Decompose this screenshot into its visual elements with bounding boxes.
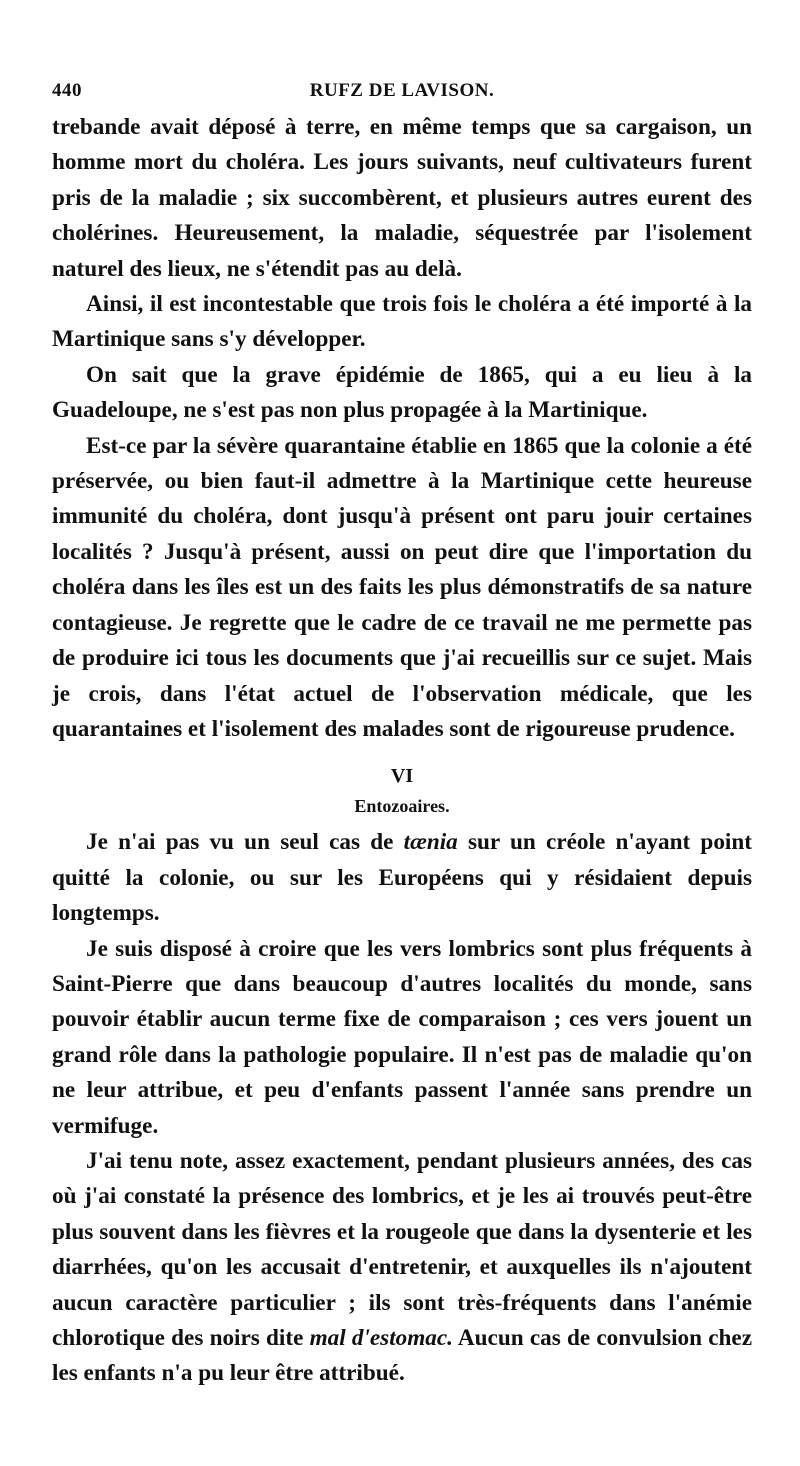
- running-header: [52, 76, 752, 110]
- paragraph-3: On sait que la grave épidémie de 1865, qui a eu lieu à la Guadeloupe, ne s'est pas non plus propagée à la Martinique.: [52, 361, 752, 424]
- paragraph-4: Est-ce par la sévère quarantaine établie en 1865 que la colonie a été préservée, ou bien faut-il admettre à la Martinique cette heureuse immunité du choléra, dont jusqu'à présent ont paru jouir certaines localités ? Jusqu'à présent, aussi on peut dire que l'importation du choléra dans les îles est un des faits les plus démonstratifs de sa nature contagieuse. Je regrette que le cadre de ce travail ne me permette pas de produire ici tous les documents que j'ai recueillis sur ce sujet. Mais je crois, dans l'état actuel de l'observation médicale, que les quarantaines et l'isolement des malades sont de rigoureuse prudence.: [52, 432, 752, 742]
- paragraph-5-text-b: sur un créole n'ayant point quitté la colonie, ou sur les Européens qui y résidaient depuis longtemps.: [52, 829, 752, 927]
- paragraph-7: [52, 1144, 752, 1392]
- paragraph-7-text-a: J'ai tenu note, assez exactement, pendant plusieurs années, des cas où j'ai constaté la présence des lombrics, et je les ai trouvés peut-être plus souvent dans les fièvres et la rougeole que dans la dysenterie et les diarrhées, qu'on les accusait d'entretenir, et auxquelles ils n'ajoutent aucun caractère particulier ; ils sont très-fréquents dans l'anémie chlorotique des noirs dite: [52, 1147, 752, 1351]
- paragraph-5-text-a: Je n'ai pas vu un seul cas de: [86, 829, 404, 856]
- paragraph-5-italic: tænia: [403, 829, 458, 856]
- book-page: [52, 76, 752, 1392]
- paragraph-6: Je suis disposé à croire que les vers lombrics sont plus fréquents à Saint-Pierre que dans beaucoup d'autres localités du monde, sans pouvoir établir aucun terme fixe de comparaison ; ces vers jouent un grand rôle dans la pathologie populaire. Il n'est pas de maladie qu'on ne leur attribue, et peu d'enfants passent l'année sans prendre un vermifuge.: [52, 935, 752, 1139]
- paragraph-7-italic: mal d'estomac.: [309, 1325, 453, 1351]
- section-title: Entozoaires.: [354, 796, 450, 817]
- section-number: VI: [390, 765, 414, 788]
- running-title: RUFZ DE LAVISON.: [309, 80, 495, 101]
- page-number: 440: [52, 80, 82, 101]
- paragraph-2: Ainsi, il est incontestable que trois fois le choléra a été importé à la Martinique sans s'y développer.: [52, 291, 752, 353]
- paragraph-5: [52, 825, 752, 931]
- paragraph-7-text-b: Aucun cas de convulsion chez les enfants n'a pu leur être attribué.: [52, 1325, 752, 1387]
- paragraph-1: trebande avait déposé à terre, en même temps que sa cargaison, un homme mort du choléra. Les jours suivants, neuf cultivateurs furent pris de la maladie ; six succombèrent, et plusieurs autres eurent des cholérines. Heureusement, la maladie, séquestrée par l'isolement naturel des lieux, ne s'étendit pas au delà.: [52, 114, 752, 282]
